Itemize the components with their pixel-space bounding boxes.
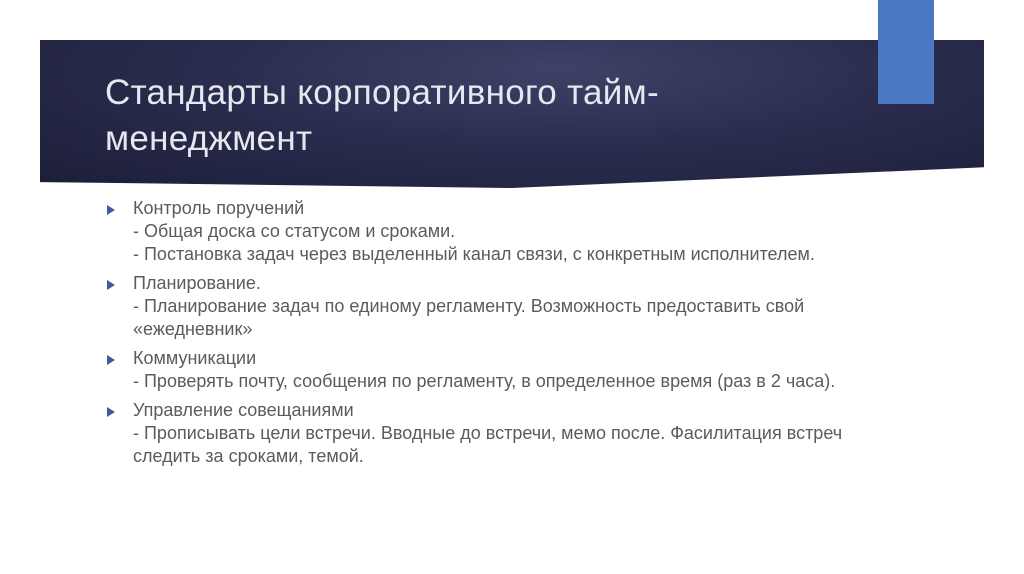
list-item-text: Управление совещаниями - Прописывать цели встречи. Вводные до встречи, мемо после. Фасилитация встреч следить за сроками, темой. xyxy=(133,400,843,466)
bullet-list xyxy=(105,197,865,474)
triangle-right-icon xyxy=(107,280,115,290)
list-item xyxy=(105,197,865,266)
list-item xyxy=(105,347,865,393)
list-item xyxy=(105,399,865,468)
triangle-right-icon xyxy=(107,407,115,417)
list-item-text: Контроль поручений - Общая доска со статусом и сроками. - Постановка задач через выделенный канал связи, с конкретным исполнителем. xyxy=(133,198,815,264)
slide-title: Стандарты корпоративного тайм-менеджмент xyxy=(105,73,659,158)
accent-bar xyxy=(878,0,934,104)
list-item-text: Планирование. - Планирование задач по единому регламенту. Возможность предоставить свой «ежедневник» xyxy=(133,273,805,339)
list-item-text: Коммуникации - Проверять почту, сообщения по регламенту, в определенное время (раз в 2 часа). xyxy=(133,348,836,391)
triangle-right-icon xyxy=(107,205,115,215)
list-item xyxy=(105,272,865,341)
triangle-right-icon xyxy=(107,355,115,365)
